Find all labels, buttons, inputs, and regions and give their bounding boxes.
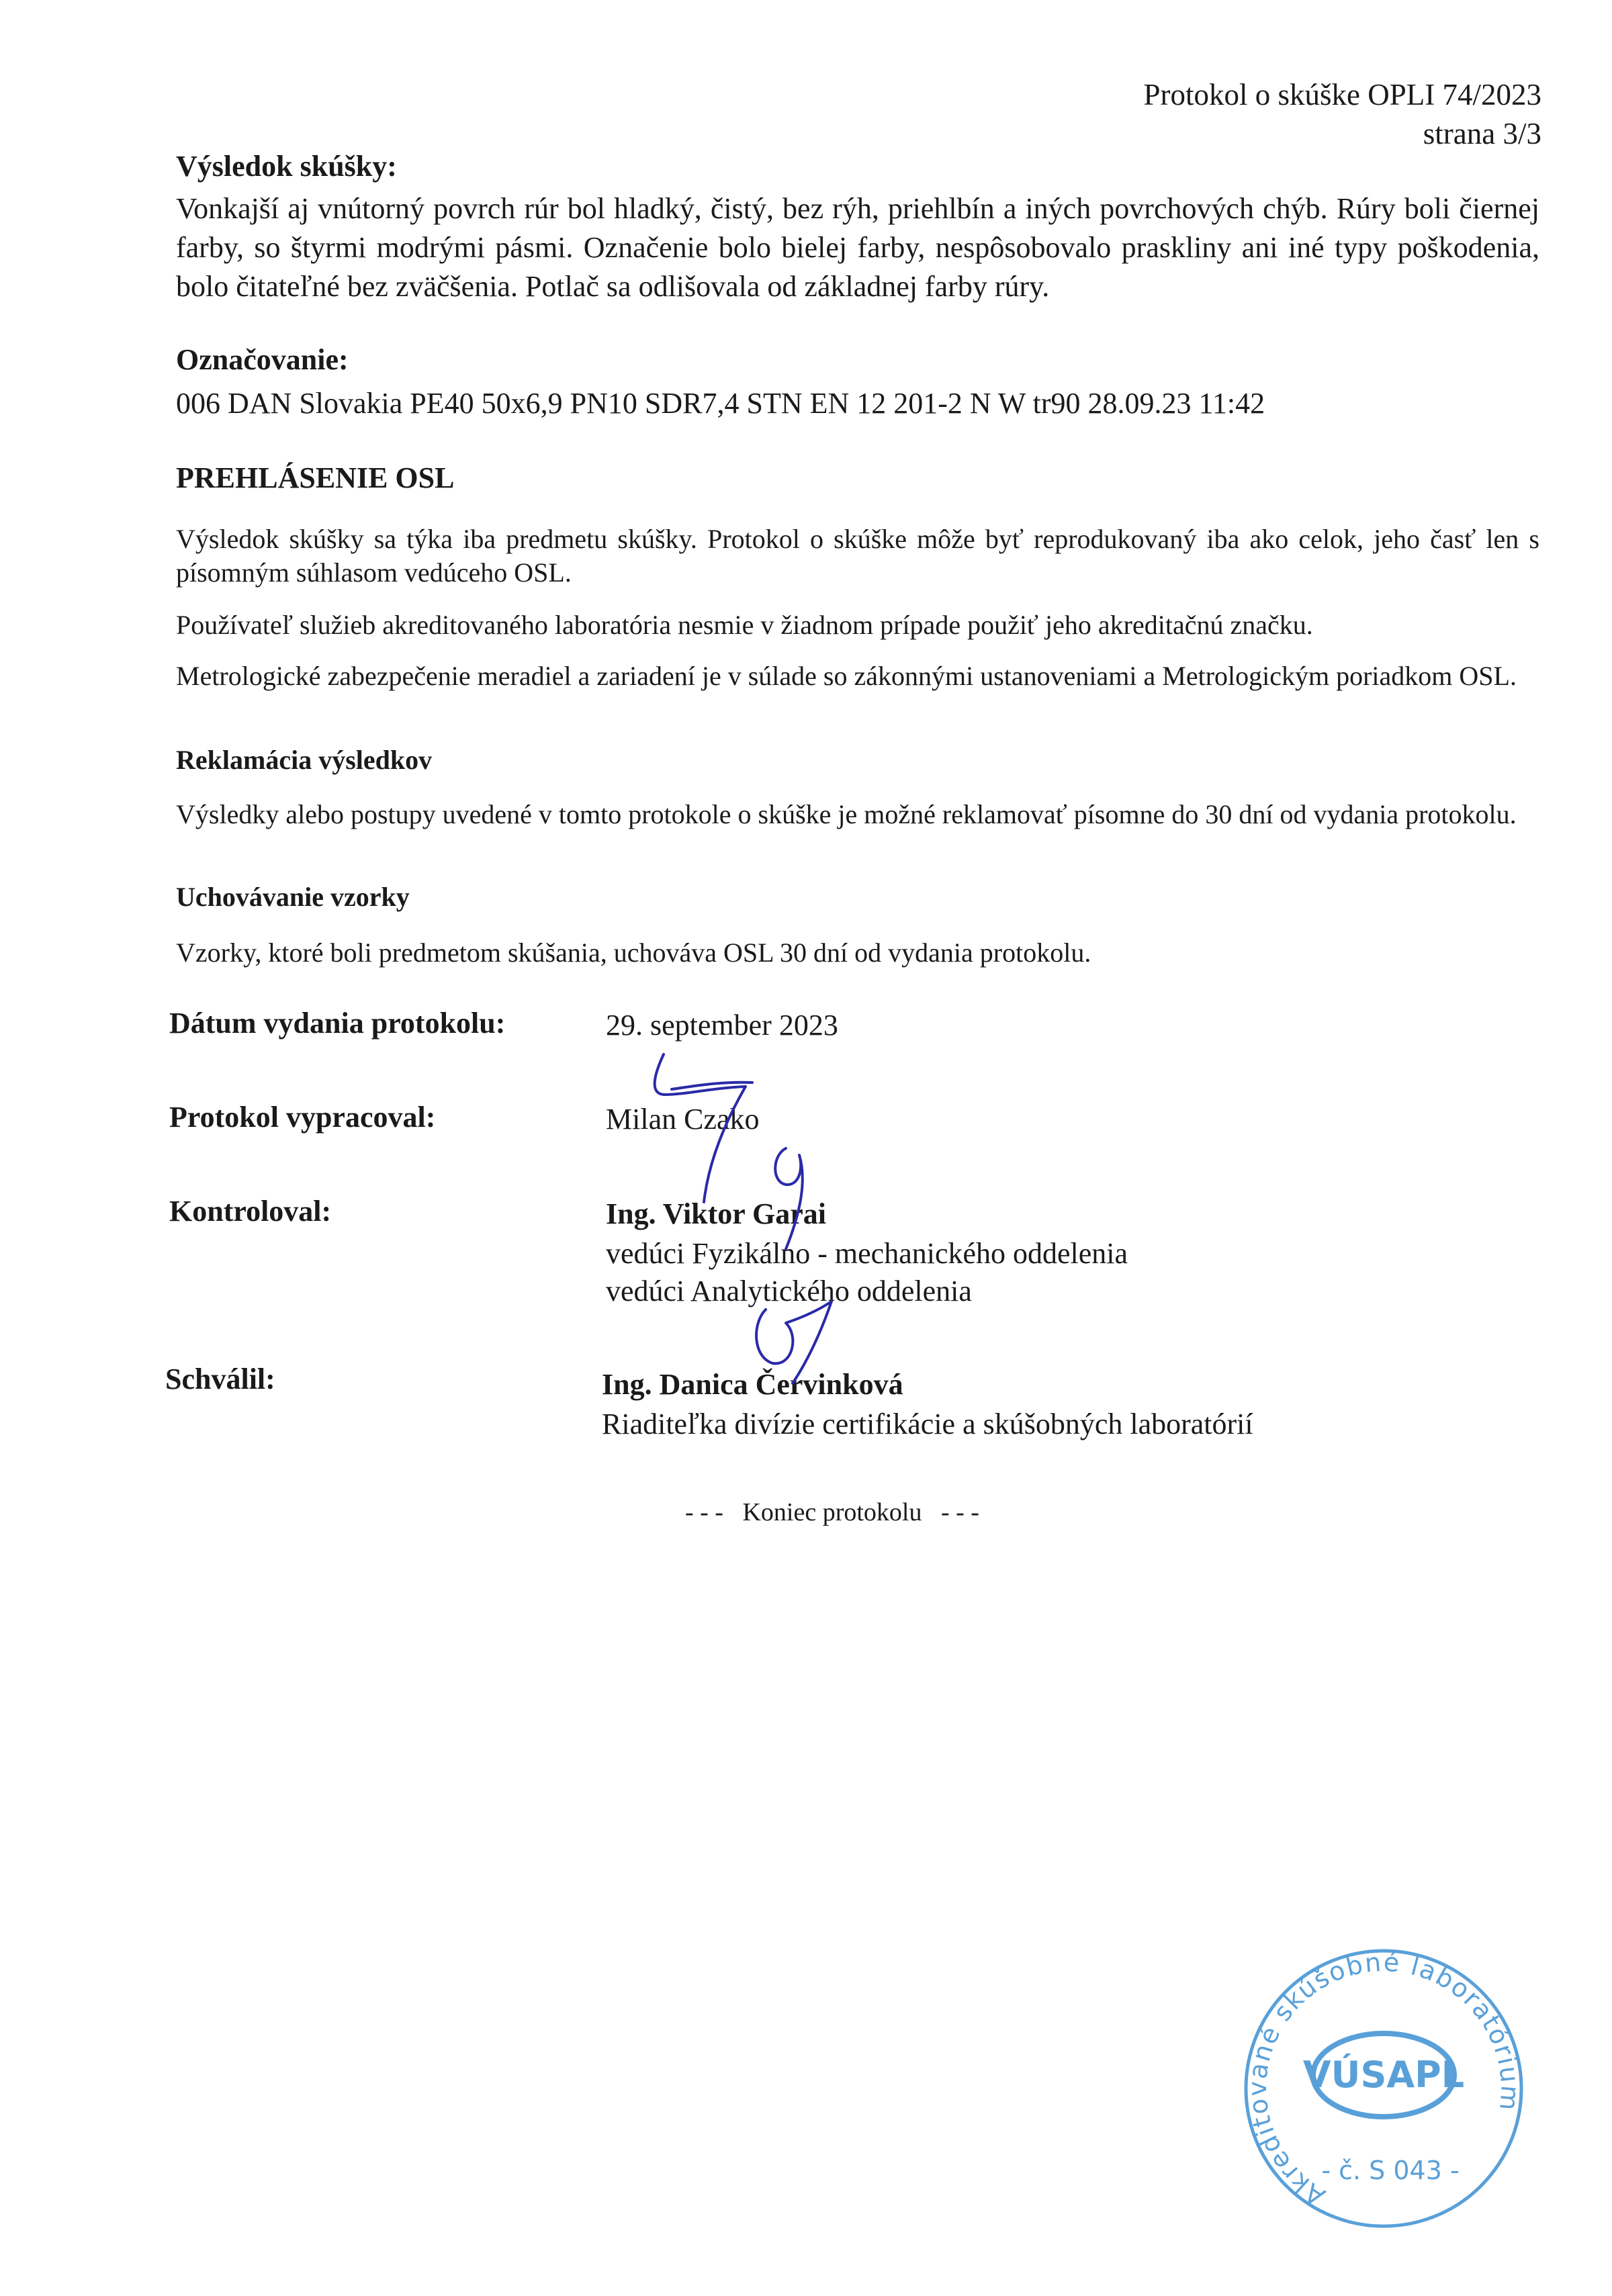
approved-name: Ing. Danica Červinková — [602, 1368, 903, 1401]
lab-accreditation-stamp — [1236, 1941, 1531, 2230]
page-header — [1143, 75, 1541, 153]
date-value: 29. september 2023 — [606, 1009, 838, 1042]
checked-name: Ing. Viktor Garai — [606, 1197, 827, 1230]
prepared-name: Milan Czako — [606, 1103, 760, 1136]
checked-label: Kontroloval: — [169, 1195, 332, 1228]
svg-text:Akreditované skúšobné laborató: Akreditované skúšobné laboratórium — [1243, 1947, 1525, 2212]
checked-role-2: vedúci Analytického oddelenia — [606, 1275, 972, 1307]
storage-heading: Uchovávanie vzorky — [176, 882, 410, 912]
approved-role: Riaditeľka divízie certifikácie a skúšobných laboratórií — [602, 1408, 1253, 1440]
prepared-label: Protokol vypracoval: — [169, 1101, 436, 1134]
result-heading: Výsledok skúšky: — [176, 150, 397, 183]
marking-heading: Označovanie: — [176, 343, 349, 376]
checked-role-1: vedúci Fyzikálno - mechanického oddelenia — [606, 1237, 1128, 1270]
result-text: Vonkajší aj vnútorný povrch rúr bol hladký, čistý, bez rýh, priehlbín a iných povrchových chýb. Rúry boli čiernej farby, so štyrmi modrými pásmi. Označenie bolo bielej farby, nespôsobovalo praskliny ani iné typy poškodenia, bolo čitateľné bez zväčšenia. Potlač sa odlišovala od základnej farby rúry. — [176, 192, 1539, 303]
complaints-text: Výsledky alebo postupy uvedené v tomto protokole o skúške je možné reklamovať písomne do 30 dní od vydania protokolu. — [176, 799, 1517, 829]
declaration-heading: PREHLÁSENIE OSL — [176, 461, 455, 494]
complaints-heading: Reklamácia výsledkov — [176, 745, 433, 775]
signature-cervinkova — [746, 1296, 840, 1390]
end-of-protocol: - - - Koniec protokolu - - - — [685, 1498, 979, 1526]
declaration-paragraph-2: Používateľ služieb akreditovaného laboratória nesmie v žiadnom prípade použiť jeho akreditačnú značku. — [176, 610, 1313, 640]
svg-text:- č. S 043 -: - č. S 043 - — [1321, 2156, 1460, 2185]
declaration-paragraph-3: Metrologické zabezpečenie meradiel a zariadení je v súlade so zákonnými ustanoveniami a Metrologickým poriadkom OSL. — [176, 661, 1517, 691]
svg-text:VÚSAPL: VÚSAPL — [1302, 2054, 1465, 2096]
declaration-paragraph-1: Výsledok skúšky sa týka iba predmetu skúšky. Protokol o skúške môže byť reprodukovaný iba ako celok, jeho časť len s písomným súhlasom vedúceho OSL. — [176, 524, 1539, 588]
page-number: strana 3/3 — [1423, 117, 1541, 150]
protocol-number: Protokol o skúške OPLI 74/2023 — [1143, 78, 1541, 111]
date-label: Dátum vydania protokolu: — [169, 1007, 506, 1040]
approved-label: Schválil: — [165, 1363, 275, 1395]
storage-text: Vzorky, ktoré boli predmetom skúšania, uchováva OSL 30 dní od vydania protokolu. — [176, 937, 1091, 968]
signature-garai — [759, 1142, 840, 1256]
marking-text: 006 DAN Slovakia PE40 50x6,9 PN10 SDR7,4 STN EN 12 201-2 N W tr90 28.09.23 11:42 — [176, 387, 1265, 420]
